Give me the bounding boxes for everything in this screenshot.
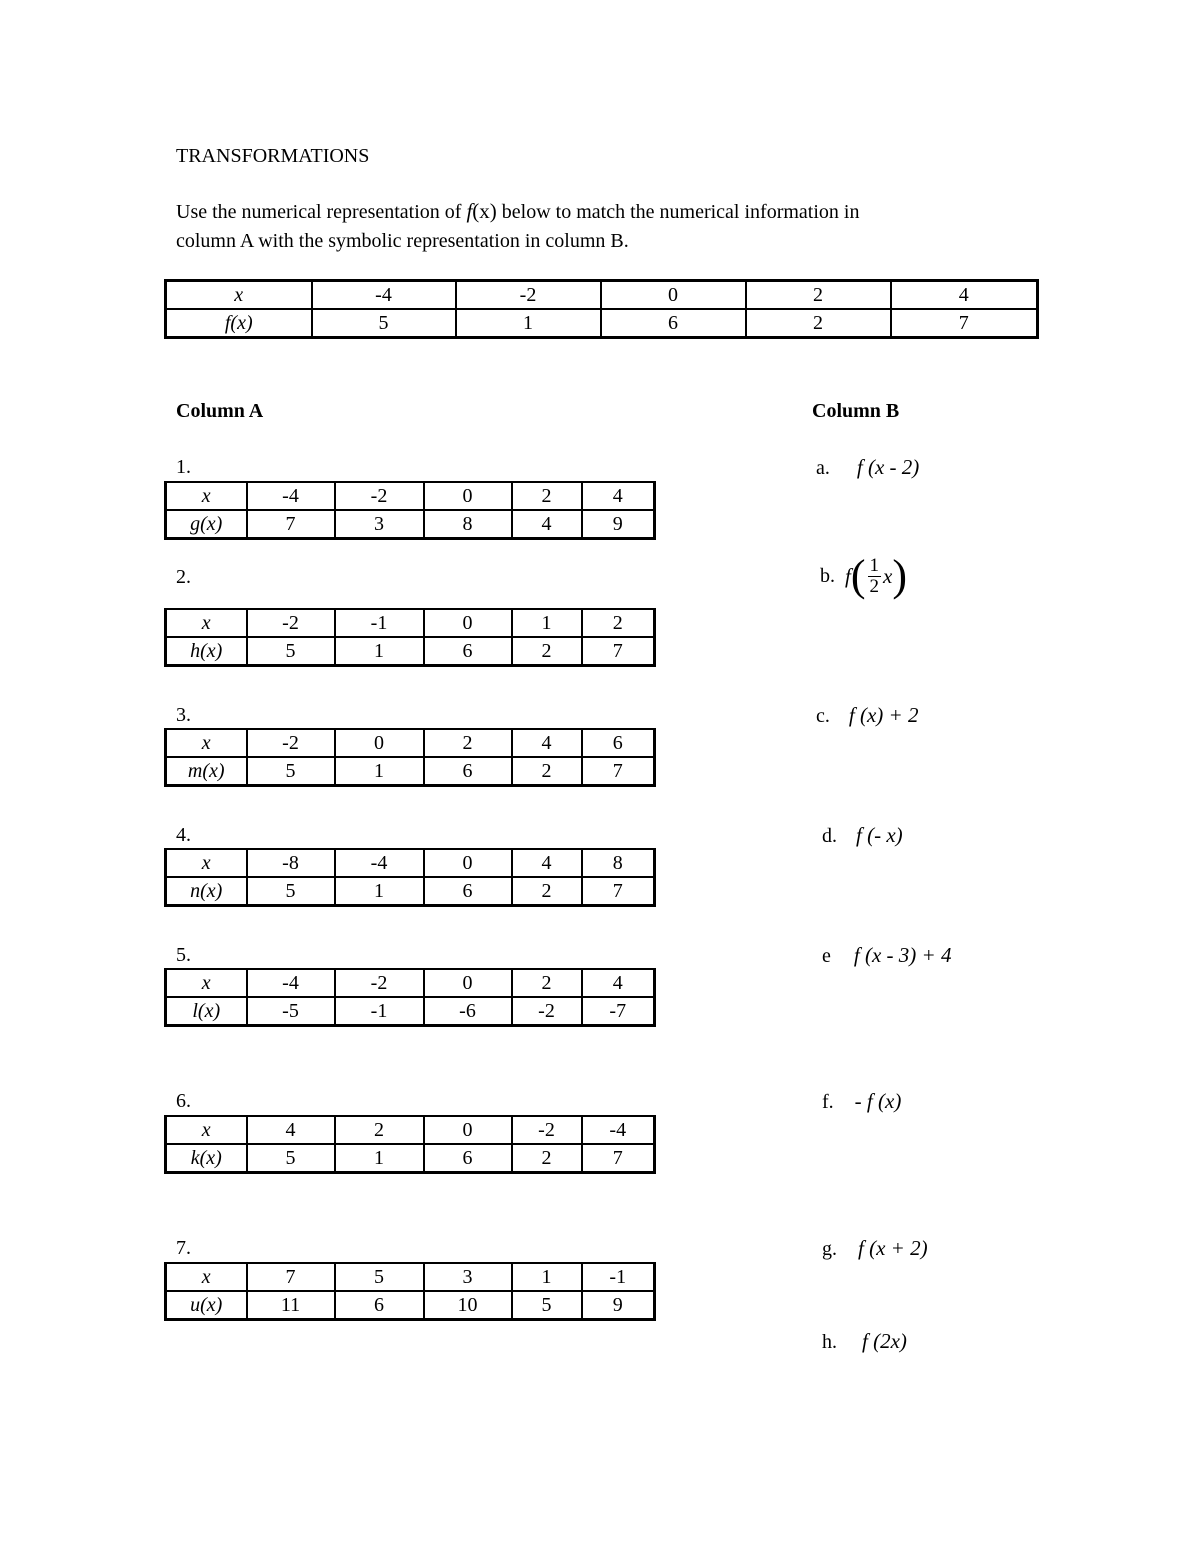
problem-x-cell: -8	[247, 849, 335, 877]
problem-x-cell: 0	[424, 849, 512, 877]
problem-y-row	[166, 877, 655, 906]
problem-y-cell: -7	[582, 997, 655, 1026]
problem-function-label: h(x)	[166, 637, 247, 666]
problem-x-cell: 0	[335, 729, 424, 757]
intro-line-2: column A with the symbolic representation in column B.	[176, 230, 629, 252]
problem-table	[164, 481, 656, 540]
problem-y-cell: 6	[335, 1291, 424, 1320]
problem-x-cell: -1	[582, 1263, 655, 1291]
option-letter: f.	[822, 1091, 834, 1113]
problem-y-cell: -5	[247, 997, 335, 1026]
problem-y-cell: 2	[512, 1144, 582, 1173]
option-expression: - f (x)	[854, 1089, 902, 1113]
problem-y-cell: 1	[335, 877, 424, 906]
main-table-x-cell: 4	[891, 281, 1038, 310]
problem-x-cell: 0	[424, 969, 512, 997]
main-table-x-cell: 0	[601, 281, 746, 310]
problem-y-cell: 2	[512, 637, 582, 666]
problem-y-cell: 4	[512, 510, 582, 539]
problem-x-row	[166, 849, 655, 877]
option-letter: e	[822, 945, 831, 967]
problem-x-cell: 4	[582, 969, 655, 997]
problem-number: 4.	[176, 824, 191, 846]
problem-y-cell: -2	[512, 997, 582, 1026]
problem-x-label: x	[166, 729, 247, 757]
problem-x-cell: 1	[512, 609, 582, 637]
problem-x-cell: 4	[247, 1116, 335, 1144]
problem-table	[164, 1115, 656, 1174]
problem-number: 2.	[176, 566, 191, 588]
problem-table	[164, 968, 656, 1027]
problem-table	[164, 848, 656, 907]
problem-x-label: x	[166, 969, 247, 997]
problem-number: 3.	[176, 704, 191, 726]
option-expression: f (- x)	[856, 823, 903, 847]
problem-x-cell: -4	[247, 969, 335, 997]
problem-x-cell: 4	[512, 729, 582, 757]
problem-y-cell: 5	[247, 757, 335, 786]
option-expression: f (x - 2)	[856, 455, 920, 479]
problem-x-label: x	[166, 1116, 247, 1144]
main-table-f-cell: 5	[312, 309, 456, 338]
problem-x-label: x	[166, 849, 247, 877]
intro-func: f	[466, 199, 473, 223]
problem-x-cell: -4	[335, 849, 424, 877]
option-g	[822, 1233, 928, 1264]
problem-x-cell: 4	[582, 482, 655, 510]
problem-y-cell: 5	[247, 877, 335, 906]
problem-x-cell: 8	[582, 849, 655, 877]
problem-x-cell: -2	[247, 729, 335, 757]
problem-y-row	[166, 637, 655, 666]
problem-x-label: x	[166, 1263, 247, 1291]
intro-before: Use the numerical representation of	[176, 201, 467, 223]
page-title: TRANSFORMATIONS	[176, 145, 370, 167]
problem-y-cell: 7	[582, 1144, 655, 1173]
intro-arg: (x)	[472, 199, 497, 223]
problem-y-cell: 6	[424, 877, 512, 906]
problem-y-cell: 1	[335, 1144, 424, 1173]
column-a-heading: Column A	[176, 400, 264, 422]
problem-y-cell: 5	[512, 1291, 582, 1320]
problem-y-cell: 9	[582, 1291, 655, 1320]
option-expression-suffix: x	[883, 564, 893, 588]
left-paren: (	[850, 551, 866, 600]
problem-x-row	[166, 609, 655, 637]
problem-x-cell: -1	[335, 609, 424, 637]
problem-x-cell: 3	[424, 1263, 512, 1291]
problem-x-cell: 2	[512, 969, 582, 997]
problem-x-cell: 2	[424, 729, 512, 757]
problem-function-label: g(x)	[166, 510, 247, 539]
problem-x-cell: -4	[582, 1116, 655, 1144]
problem-y-cell: -6	[424, 997, 512, 1026]
main-table-f-label: f(x)	[166, 309, 312, 338]
fraction-denominator: 2	[869, 575, 879, 597]
main-table-f-cell: 2	[746, 309, 891, 338]
main-table-f-row	[166, 309, 1038, 338]
problem-x-cell: 4	[512, 849, 582, 877]
problem-x-cell: -2	[512, 1116, 582, 1144]
problem-y-cell: 11	[247, 1291, 335, 1320]
problem-x-row	[166, 482, 655, 510]
problem-function-label: m(x)	[166, 757, 247, 786]
problem-y-cell: 5	[247, 1144, 335, 1173]
problem-number: 5.	[176, 944, 191, 966]
intro-line-1	[176, 196, 859, 227]
option-letter: d.	[822, 825, 837, 847]
problem-y-cell: 6	[424, 1144, 512, 1173]
problem-y-row	[166, 1291, 655, 1320]
problem-y-cell: -1	[335, 997, 424, 1026]
problem-table	[164, 1262, 656, 1321]
right-paren: )	[892, 551, 907, 600]
problem-y-row	[166, 997, 655, 1026]
problem-y-cell: 6	[424, 637, 512, 666]
problem-x-cell: 1	[512, 1263, 582, 1291]
main-table-x-label: x	[166, 281, 312, 310]
main-table-x-cell: -2	[456, 281, 601, 310]
option-letter: b.	[820, 565, 835, 587]
problem-x-cell: 0	[424, 609, 512, 637]
problem-function-label: u(x)	[166, 1291, 247, 1320]
problem-number: 6.	[176, 1090, 191, 1112]
option-expression: f (x) + 2	[848, 703, 919, 727]
problem-x-cell: 2	[335, 1116, 424, 1144]
problem-y-cell: 10	[424, 1291, 512, 1320]
problem-x-cell: 5	[335, 1263, 424, 1291]
option-letter: a.	[816, 457, 830, 479]
problem-y-cell: 6	[424, 757, 512, 786]
option-expression: f (2x)	[862, 1329, 907, 1353]
option-letter: c.	[816, 705, 830, 727]
problem-y-row	[166, 1144, 655, 1173]
option-b	[820, 546, 907, 606]
problem-y-row	[166, 510, 655, 539]
problem-x-cell: -2	[335, 969, 424, 997]
problem-y-row	[166, 757, 655, 786]
problem-function-label: l(x)	[166, 997, 247, 1026]
problem-y-cell: 2	[512, 877, 582, 906]
problem-x-row	[166, 729, 655, 757]
main-table-f-cell: 1	[456, 309, 601, 338]
problem-y-cell: 7	[582, 637, 655, 666]
problem-x-cell: -4	[247, 482, 335, 510]
problem-function-label: n(x)	[166, 877, 247, 906]
problem-table	[164, 728, 656, 787]
option-expression: f (x - 3) + 4	[853, 943, 952, 967]
main-table-f-cell: 7	[891, 309, 1038, 338]
problem-number: 1.	[176, 456, 191, 478]
problem-y-cell: 1	[335, 637, 424, 666]
problem-x-cell: 7	[247, 1263, 335, 1291]
problem-x-cell: 2	[512, 482, 582, 510]
problem-y-cell: 1	[335, 757, 424, 786]
problem-x-row	[166, 969, 655, 997]
option-c	[816, 700, 918, 731]
option-letter: h.	[822, 1331, 837, 1353]
fraction	[868, 556, 882, 597]
problem-x-label: x	[166, 609, 247, 637]
intro-after: below to match the numerical information in	[496, 201, 860, 223]
problem-y-cell: 7	[247, 510, 335, 539]
problem-x-label: x	[166, 482, 247, 510]
main-table-x-cell: -4	[312, 281, 456, 310]
option-h	[822, 1326, 907, 1357]
problem-y-cell: 5	[247, 637, 335, 666]
problem-y-cell: 3	[335, 510, 424, 539]
fraction-numerator: 1	[869, 554, 879, 576]
problem-x-cell: 0	[424, 482, 512, 510]
problem-x-cell: 0	[424, 1116, 512, 1144]
main-table-x-cell: 2	[746, 281, 891, 310]
option-f	[822, 1086, 901, 1117]
problem-x-row	[166, 1263, 655, 1291]
option-e	[822, 940, 951, 971]
problem-table	[164, 608, 656, 667]
problem-y-cell: 9	[582, 510, 655, 539]
problem-x-cell: -2	[335, 482, 424, 510]
problem-x-cell: 2	[582, 609, 655, 637]
problem-x-cell: -2	[247, 609, 335, 637]
option-letter: g.	[822, 1238, 837, 1260]
problem-x-cell: 6	[582, 729, 655, 757]
option-expression: f (x + 2)	[858, 1236, 928, 1260]
problem-x-row	[166, 1116, 655, 1144]
problem-number: 7.	[176, 1237, 191, 1259]
option-a	[816, 452, 919, 483]
problem-function-label: k(x)	[166, 1144, 247, 1173]
main-function-table	[164, 279, 1039, 339]
problem-y-cell: 2	[512, 757, 582, 786]
main-table-x-row	[166, 281, 1038, 310]
problem-y-cell: 7	[582, 877, 655, 906]
option-expression-prefix: f	[845, 564, 851, 588]
option-d	[822, 820, 903, 851]
main-table-f-cell: 6	[601, 309, 746, 338]
problem-y-cell: 8	[424, 510, 512, 539]
problem-y-cell: 7	[582, 757, 655, 786]
column-b-heading: Column B	[812, 400, 900, 422]
